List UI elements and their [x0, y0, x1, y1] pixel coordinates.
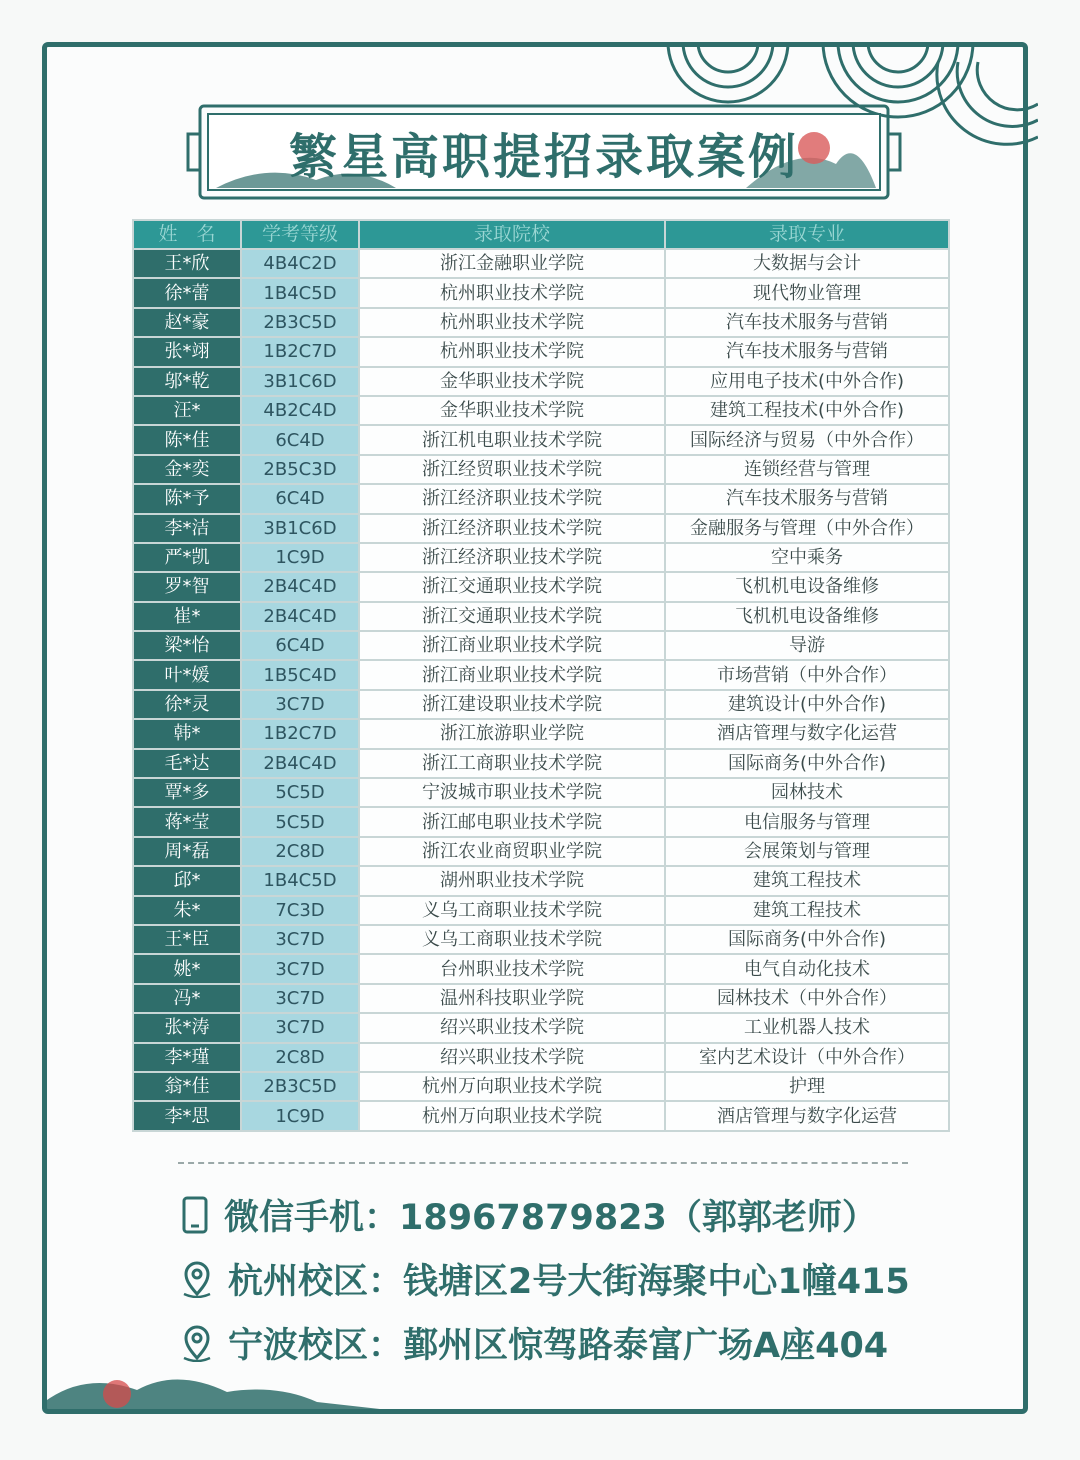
cell-name: 罗*智 — [133, 572, 241, 601]
cell-name: 朱* — [133, 896, 241, 925]
table-row — [133, 660, 949, 689]
table-row — [133, 1013, 949, 1042]
cell-name: 覃*多 — [133, 778, 241, 807]
location-pin-icon — [180, 1260, 214, 1298]
cell-school: 浙江农业商贸职业学院 — [359, 837, 665, 866]
cell-grade: 2C8D — [241, 1043, 359, 1072]
cell-name: 张*涛 — [133, 1013, 241, 1042]
cell-major: 国际经济与贸易（中外合作） — [665, 425, 949, 454]
cell-major: 汽车技术服务与营销 — [665, 337, 949, 366]
table-row — [133, 778, 949, 807]
cell-grade: 2B3C5D — [241, 308, 359, 337]
cell-grade: 6C4D — [241, 631, 359, 660]
cell-grade: 1B2C7D — [241, 337, 359, 366]
cell-name: 徐*灵 — [133, 690, 241, 719]
cell-name: 崔* — [133, 602, 241, 631]
cell-school: 浙江交通职业技术学院 — [359, 572, 665, 601]
cell-school: 金华职业技术学院 — [359, 396, 665, 425]
table-row — [133, 690, 949, 719]
cell-name: 王*臣 — [133, 925, 241, 954]
cell-school: 台州职业技术学院 — [359, 954, 665, 983]
cell-grade: 6C4D — [241, 484, 359, 513]
cell-name: 梁*怡 — [133, 631, 241, 660]
table-row — [133, 367, 949, 396]
table-row — [133, 514, 949, 543]
admission-table — [132, 219, 950, 1132]
cell-major: 酒店管理与数字化运营 — [665, 719, 949, 748]
cell-grade: 2B4C4D — [241, 749, 359, 778]
phone-icon — [180, 1196, 210, 1234]
table-row — [133, 631, 949, 660]
header-school: 录取院校 — [359, 220, 665, 249]
page-title: 繁星高职提招录取案例 — [288, 128, 799, 185]
table-row — [133, 749, 949, 778]
header-name: 姓 名 — [133, 220, 241, 249]
cell-school: 杭州职业技术学院 — [359, 308, 665, 337]
cell-grade: 2B4C4D — [241, 602, 359, 631]
table-row — [133, 278, 949, 307]
cell-grade: 3C7D — [241, 925, 359, 954]
cell-grade: 5C5D — [241, 778, 359, 807]
cell-school: 浙江邮电职业技术学院 — [359, 807, 665, 836]
cell-major: 国际商务(中外合作) — [665, 749, 949, 778]
cell-school: 湖州职业技术学院 — [359, 866, 665, 895]
table-row — [133, 896, 949, 925]
cell-major: 现代物业管理 — [665, 278, 949, 307]
cell-name: 李*洁 — [133, 514, 241, 543]
cell-major: 电信服务与管理 — [665, 807, 949, 836]
cell-major: 酒店管理与数字化运营 — [665, 1101, 949, 1130]
cell-school: 浙江旅游职业学院 — [359, 719, 665, 748]
cell-name: 翁*佳 — [133, 1072, 241, 1101]
table-row — [133, 954, 949, 983]
cell-grade: 1C9D — [241, 543, 359, 572]
table-row — [133, 602, 949, 631]
cell-school: 浙江工商职业技术学院 — [359, 749, 665, 778]
cell-grade: 1B2C7D — [241, 719, 359, 748]
title-banner — [186, 104, 902, 200]
contact-ningbo — [180, 1318, 888, 1368]
cell-grade: 2B3C5D — [241, 1072, 359, 1101]
cell-major: 室内艺术设计（中外合作） — [665, 1043, 949, 1072]
table-row — [133, 866, 949, 895]
cell-major: 连锁经营与管理 — [665, 455, 949, 484]
cell-grade: 4B2C4D — [241, 396, 359, 425]
cell-major: 工业机器人技术 — [665, 1013, 949, 1042]
contact-hangzhou — [180, 1254, 910, 1304]
cell-major: 国际商务(中外合作) — [665, 925, 949, 954]
hangzhou-address: 杭州校区：钱塘区2号大街海聚中心1幢415 — [228, 1262, 910, 1302]
cell-major: 建筑工程技术 — [665, 896, 949, 925]
cell-name: 冯* — [133, 984, 241, 1013]
cell-school: 杭州职业技术学院 — [359, 278, 665, 307]
cell-school: 浙江经贸职业技术学院 — [359, 455, 665, 484]
cell-major: 空中乘务 — [665, 543, 949, 572]
cell-major: 导游 — [665, 631, 949, 660]
divider — [178, 1162, 908, 1164]
table-header-row — [133, 220, 949, 249]
table-row — [133, 425, 949, 454]
cell-grade: 3B1C6D — [241, 514, 359, 543]
table-row — [133, 1101, 949, 1130]
cell-name: 李*瑾 — [133, 1043, 241, 1072]
table-row — [133, 543, 949, 572]
table-row — [133, 984, 949, 1013]
cell-school: 杭州万向职业技术学院 — [359, 1072, 665, 1101]
cell-major: 园林技术 — [665, 778, 949, 807]
cell-major: 护理 — [665, 1072, 949, 1101]
cell-school: 浙江机电职业技术学院 — [359, 425, 665, 454]
cell-school: 浙江经济职业技术学院 — [359, 484, 665, 513]
cell-grade: 2B5C3D — [241, 455, 359, 484]
table-row — [133, 837, 949, 866]
cell-school: 义乌工商职业技术学院 — [359, 925, 665, 954]
cell-major: 会展策划与管理 — [665, 837, 949, 866]
cell-school: 义乌工商职业技术学院 — [359, 896, 665, 925]
phone-text: 微信手机：18967879823（郭郭老师） — [224, 1198, 877, 1238]
cell-name: 周*磊 — [133, 837, 241, 866]
cell-school: 绍兴职业技术学院 — [359, 1013, 665, 1042]
cell-name: 李*思 — [133, 1101, 241, 1130]
table-row — [133, 337, 949, 366]
cell-name: 王*欣 — [133, 249, 241, 278]
ningbo-address: 宁波校区：鄞州区惊驾路泰富广场A座404 — [228, 1326, 889, 1366]
cell-grade: 3C7D — [241, 954, 359, 983]
cell-school: 浙江金融职业学院 — [359, 249, 665, 278]
mountain-decoration — [47, 1362, 407, 1412]
cell-school: 浙江经济职业技术学院 — [359, 543, 665, 572]
cell-school: 宁波城市职业技术学院 — [359, 778, 665, 807]
cell-name: 姚* — [133, 954, 241, 983]
table-row — [133, 719, 949, 748]
cell-major: 园林技术（中外合作） — [665, 984, 949, 1013]
table-row — [133, 807, 949, 836]
cell-grade: 3B1C6D — [241, 367, 359, 396]
cell-major: 大数据与会计 — [665, 249, 949, 278]
cell-major: 建筑工程技术 — [665, 866, 949, 895]
cell-grade: 1B4C5D — [241, 866, 359, 895]
cell-name: 陈*佳 — [133, 425, 241, 454]
location-pin-icon — [180, 1324, 214, 1362]
cell-name: 赵*豪 — [133, 308, 241, 337]
cell-name: 蒋*莹 — [133, 807, 241, 836]
header-major: 录取专业 — [665, 220, 949, 249]
table-row — [133, 249, 949, 278]
cell-major: 汽车技术服务与营销 — [665, 484, 949, 513]
cell-grade: 7C3D — [241, 896, 359, 925]
cell-name: 叶*媛 — [133, 660, 241, 689]
cell-grade: 3C7D — [241, 1013, 359, 1042]
cell-major: 金融服务与管理（中外合作） — [665, 514, 949, 543]
cell-school: 浙江商业职业技术学院 — [359, 631, 665, 660]
table-row — [133, 1043, 949, 1072]
cell-school: 杭州职业技术学院 — [359, 337, 665, 366]
contact-phone — [180, 1190, 877, 1240]
cell-name: 汪* — [133, 396, 241, 425]
table-row — [133, 572, 949, 601]
cell-grade: 2C8D — [241, 837, 359, 866]
cell-school: 杭州万向职业技术学院 — [359, 1101, 665, 1130]
cell-grade: 3C7D — [241, 690, 359, 719]
cell-major: 飞机机电设备维修 — [665, 572, 949, 601]
cell-name: 邱* — [133, 866, 241, 895]
cell-name: 毛*达 — [133, 749, 241, 778]
cell-name: 徐*蕾 — [133, 278, 241, 307]
cell-name: 邬*乾 — [133, 367, 241, 396]
cell-grade: 1B4C5D — [241, 278, 359, 307]
table-row — [133, 484, 949, 513]
cell-school: 绍兴职业技术学院 — [359, 1043, 665, 1072]
cell-major: 市场营销（中外合作） — [665, 660, 949, 689]
table-body — [133, 249, 949, 1131]
cell-name: 张*翊 — [133, 337, 241, 366]
cell-school: 温州科技职业学院 — [359, 984, 665, 1013]
cell-grade: 5C5D — [241, 807, 359, 836]
table-row — [133, 396, 949, 425]
cell-name: 陈*予 — [133, 484, 241, 513]
cell-school: 金华职业技术学院 — [359, 367, 665, 396]
cell-school: 浙江建设职业技术学院 — [359, 690, 665, 719]
cell-name: 金*奕 — [133, 455, 241, 484]
table-row — [133, 308, 949, 337]
table-row — [133, 1072, 949, 1101]
cell-grade: 4B4C2D — [241, 249, 359, 278]
cell-name: 韩* — [133, 719, 241, 748]
cell-major: 飞机机电设备维修 — [665, 602, 949, 631]
cell-school: 浙江交通职业技术学院 — [359, 602, 665, 631]
cell-name: 严*凯 — [133, 543, 241, 572]
cell-grade: 3C7D — [241, 984, 359, 1013]
header-grade: 学考等级 — [241, 220, 359, 249]
cell-grade: 2B4C4D — [241, 572, 359, 601]
cell-grade: 1B5C4D — [241, 660, 359, 689]
cell-school: 浙江商业职业技术学院 — [359, 660, 665, 689]
table-row — [133, 455, 949, 484]
cell-major: 汽车技术服务与营销 — [665, 308, 949, 337]
cell-major: 建筑设计(中外合作) — [665, 690, 949, 719]
cell-grade: 1C9D — [241, 1101, 359, 1130]
cell-major: 建筑工程技术(中外合作) — [665, 396, 949, 425]
cell-grade: 6C4D — [241, 425, 359, 454]
cell-major: 应用电子技术(中外合作) — [665, 367, 949, 396]
cell-major: 电气自动化技术 — [665, 954, 949, 983]
cell-school: 浙江经济职业技术学院 — [359, 514, 665, 543]
table-row — [133, 925, 949, 954]
